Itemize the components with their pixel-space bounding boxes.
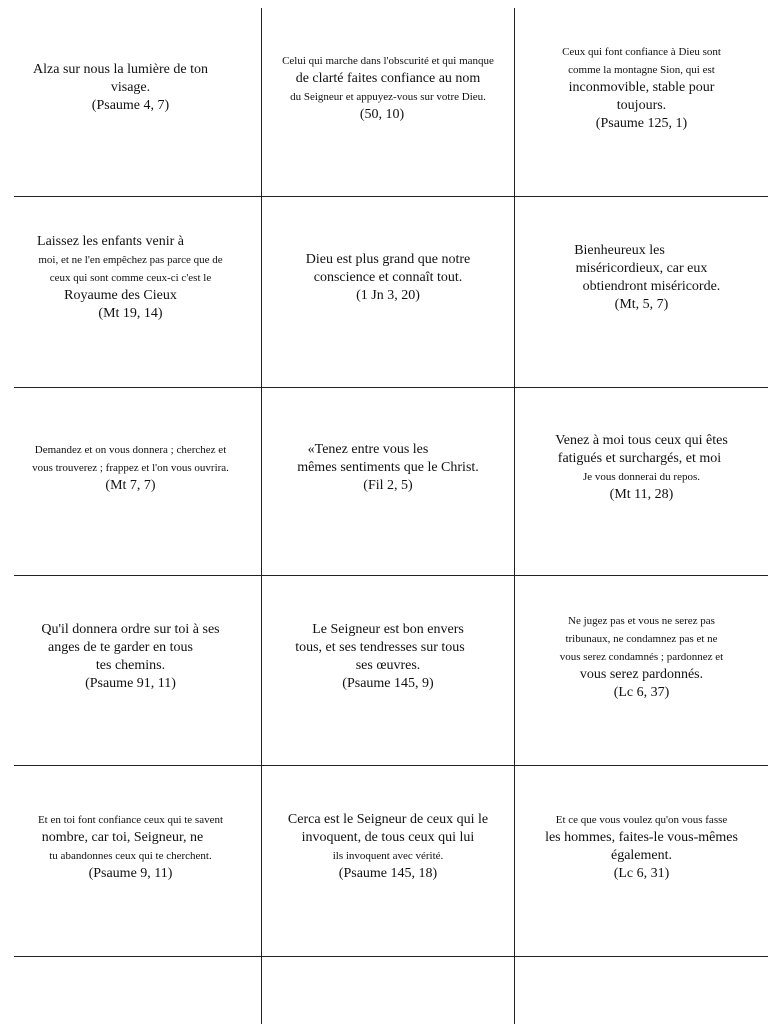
verse-line: Ceux qui font confiance à Dieu sont: [562, 46, 721, 58]
verse-line: inconmovible, stable pour: [568, 80, 715, 95]
row-divider-5: [14, 956, 768, 957]
verse-line: du Seigneur et appuyez-vous sur votre Dieu.: [290, 91, 486, 103]
verse-reference: (1 Jn 3, 20): [356, 288, 420, 303]
verse-card: [515, 576, 768, 765]
verse-line: tu abandonnes ceux qui te cherchent.: [49, 850, 212, 862]
verse-reference: (Psaume 145, 9): [342, 675, 434, 691]
verse-line: ses œuvres.: [355, 657, 421, 673]
verse-reference: (Psaume 4, 7): [91, 98, 170, 113]
verse-line: Et en toi font confiance ceux qui te savent: [37, 814, 224, 826]
verse-card: [262, 576, 514, 765]
verse-reference: (Psaume 9, 11): [88, 866, 173, 881]
verse-reference: (Lc 6, 37): [613, 684, 670, 700]
verse-card: [262, 766, 514, 956]
verse-line: tous, et ses tendresses sur tous: [295, 639, 465, 655]
verse-card: [0, 197, 261, 387]
verse-line: mêmes sentiments que le Christ.: [297, 459, 479, 475]
verse-line: tes chemins.: [95, 657, 166, 673]
verse-line: ceux qui sont comme ceux-ci c'est le: [49, 272, 212, 284]
verse-line: Royaume des Cieux: [64, 288, 177, 303]
verse-reference: (Psaume 145, 18): [338, 866, 438, 881]
verse-line: ils invoquent avec vérité.: [332, 850, 444, 862]
verse-line: Demandez et on vous donnera ; cherchez et: [34, 443, 227, 456]
verse-line: également.: [610, 848, 673, 863]
verse-reference: (Lc 6, 31): [613, 866, 670, 881]
verse-card: [0, 8, 261, 196]
verse-card: [515, 8, 768, 196]
verse-line: vous serez condamnés ; pardonnez et: [559, 650, 724, 663]
verse-line: les hommes, faites-le vous-mêmes: [545, 830, 738, 845]
verse-card: [0, 388, 261, 575]
verse-reference: (Mt 7, 7): [105, 477, 156, 493]
verse-reference: (Psaume 125, 1): [595, 116, 688, 131]
verse-line: toujours.: [616, 98, 667, 113]
verse-line: obtiendront miséricorde.: [582, 279, 721, 294]
verse-line: Alza sur nous la lumière de ton: [33, 62, 208, 77]
verse-line: Celui qui marche dans l'obscurité et qui manque: [282, 55, 494, 67]
verse-line: invoquent, de tous ceux qui lui: [301, 830, 475, 845]
verse-line: tribunaux, ne condamnez pas et ne: [565, 632, 718, 645]
verse-reference: (Psaume 91, 11): [85, 675, 176, 691]
verse-line: conscience et connaît tout.: [313, 270, 463, 285]
verse-card: [0, 766, 261, 956]
verse-line: moi, et ne l'en empêchez pas parce que de: [38, 254, 223, 266]
verse-card: [262, 197, 514, 387]
verse-line: anges de te garder en tous: [48, 639, 193, 655]
verse-line: «Tenez entre vous les: [307, 441, 429, 457]
verse-reference: (50, 10): [359, 107, 405, 122]
verse-line: Laissez les enfants venir à: [37, 234, 184, 249]
verse-line: Bienheureux les: [574, 243, 665, 258]
verse-line: Cerca est le Seigneur de ceux qui le: [287, 812, 489, 827]
verse-reference: (Mt, 5, 7): [614, 297, 669, 312]
verse-line: visage.: [110, 80, 151, 95]
verse-line: vous trouverez ; frappez et l'on vous ouvrira.: [32, 461, 229, 474]
verse-line: nombre, car toi, Seigneur, ne: [41, 830, 204, 845]
verse-line: Je vous donnerai du repos.: [582, 470, 700, 483]
verse-card: [515, 388, 768, 575]
verse-line: Dieu est plus grand que notre: [305, 252, 471, 267]
verse-line: comme la montagne Sion, qui est: [568, 64, 715, 76]
verse-line: vous serez pardonnés.: [579, 666, 704, 682]
verse-line: fatigués et surchargés, et moi: [557, 450, 722, 466]
verse-line: de clarté faites confiance au nom: [295, 71, 481, 86]
verse-card: [515, 197, 768, 387]
verse-reference: (Mt 19, 14): [98, 306, 163, 321]
verse-line: Et ce que vous voulez qu'on vous fasse: [555, 814, 728, 826]
verse-line: Le Seigneur est bon envers: [312, 621, 464, 637]
verse-reference: (Fil 2, 5): [363, 477, 413, 493]
verse-line: Qu'il donnera ordre sur toi à ses: [41, 621, 220, 637]
verse-card: [515, 766, 768, 956]
verse-card: [262, 388, 514, 575]
verse-line: miséricordieux, car eux: [575, 261, 708, 276]
verse-line: Ne jugez pas et vous ne serez pas: [568, 614, 715, 627]
verse-line: Venez à moi tous ceux qui êtes: [555, 432, 728, 448]
verse-card: [0, 576, 261, 765]
verse-reference: (Mt 11, 28): [609, 486, 674, 502]
verse-card: [262, 8, 514, 196]
